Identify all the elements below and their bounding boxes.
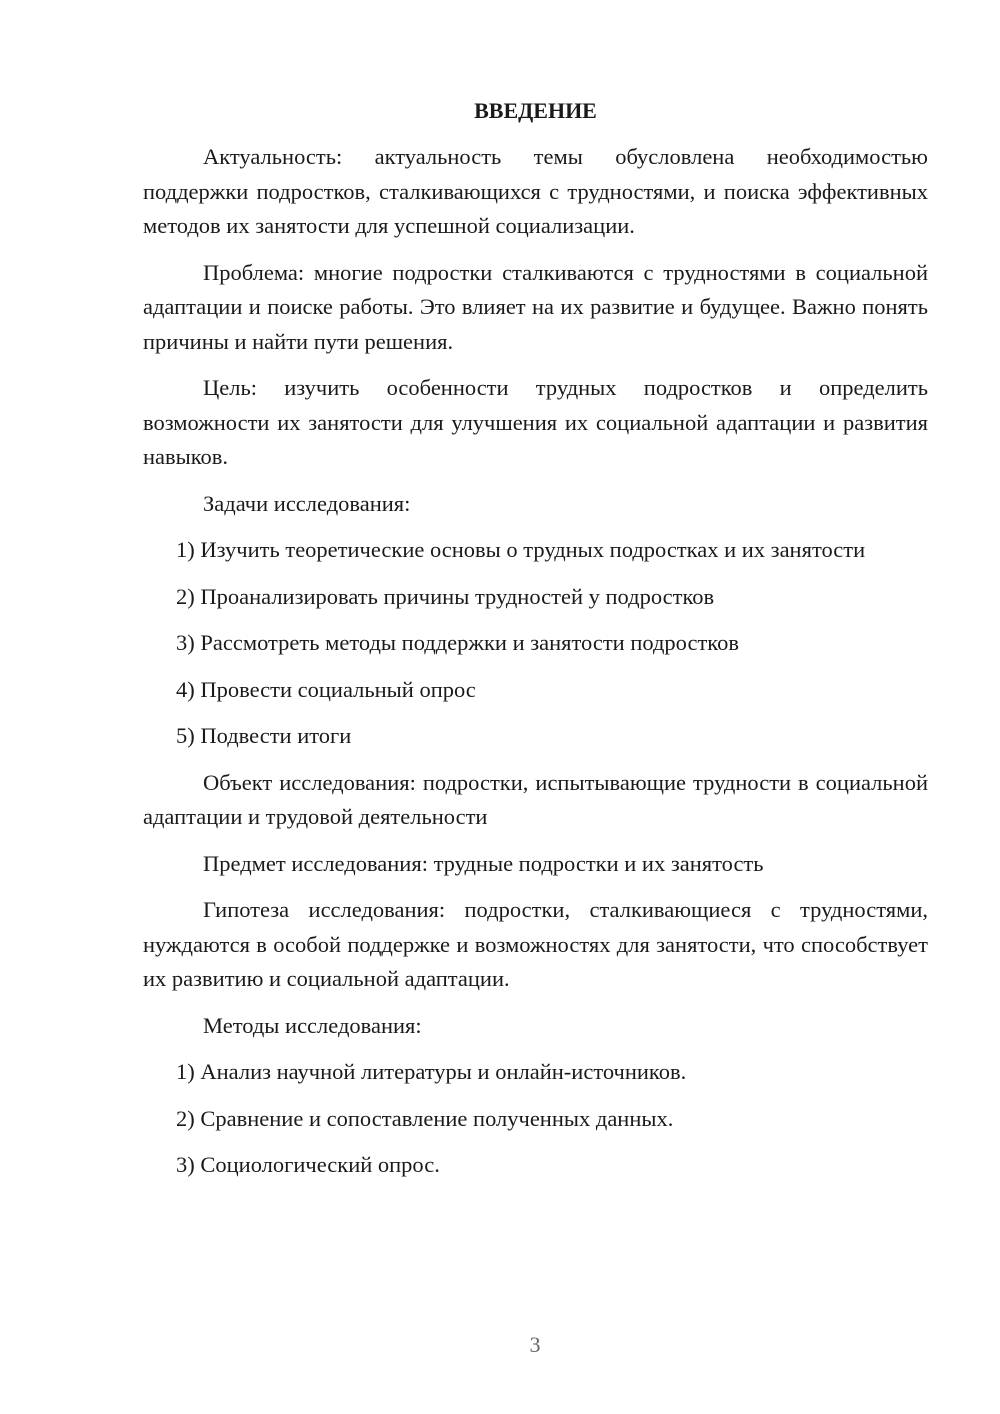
object-paragraph: Объект исследования: подростки, испытывающие трудности в социальной адаптации и трудовой деятельности bbox=[143, 769, 928, 829]
task-item: 2) Проанализировать причины трудностей у подростков bbox=[176, 583, 715, 609]
goal-paragraph: Цель: изучить особенности трудных подростков и определить возможности их занятости для улучшения их социальной адаптации и развития навыков. bbox=[143, 375, 928, 469]
page-title: ВВЕДЕНИЕ bbox=[474, 98, 597, 123]
task-item: 4) Провести социальный опрос bbox=[176, 676, 476, 702]
method-item: 3) Социологический опрос. bbox=[176, 1152, 440, 1177]
problem-paragraph: Проблема: многие подростки сталкиваются с трудностями в социальной адаптации и поиске работы. Это влияет на их развитие и будущее. Важно понять причины и найти пути решения. bbox=[143, 259, 928, 354]
subject-paragraph: Предмет исследования: трудные подростки и их занятость bbox=[203, 850, 764, 876]
hypothesis-paragraph: Гипотеза исследования: подростки, сталкивающиеся с трудностями, нуждаются в особой поддержке и возможностях для занятости, что способствует их развитию и социальной адаптации. bbox=[143, 897, 928, 991]
method-item: 1) Анализ научной литературы и онлайн-источников. bbox=[176, 1059, 687, 1084]
methods-heading: Методы исследования: bbox=[203, 1012, 422, 1038]
task-item: 1) Изучить теоретические основы о трудных подростках и их занятости bbox=[176, 537, 866, 562]
document-page bbox=[143, 94, 928, 1195]
relevance-paragraph: Актуальность: актуальность темы обусловлена необходимостью поддержки подростков, сталкивающихся с трудностями, и поиска эффективных методов их занятости для успешной социализации. bbox=[143, 144, 928, 238]
tasks-heading: Задачи исследования: bbox=[203, 490, 411, 516]
task-item: 5) Подвести итоги bbox=[176, 723, 352, 748]
task-item: 3) Рассмотреть методы поддержки и занятости подростков bbox=[176, 630, 739, 655]
method-item: 2) Сравнение и сопоставление полученных данных. bbox=[176, 1105, 674, 1131]
page-number: 3 bbox=[529, 1332, 541, 1357]
